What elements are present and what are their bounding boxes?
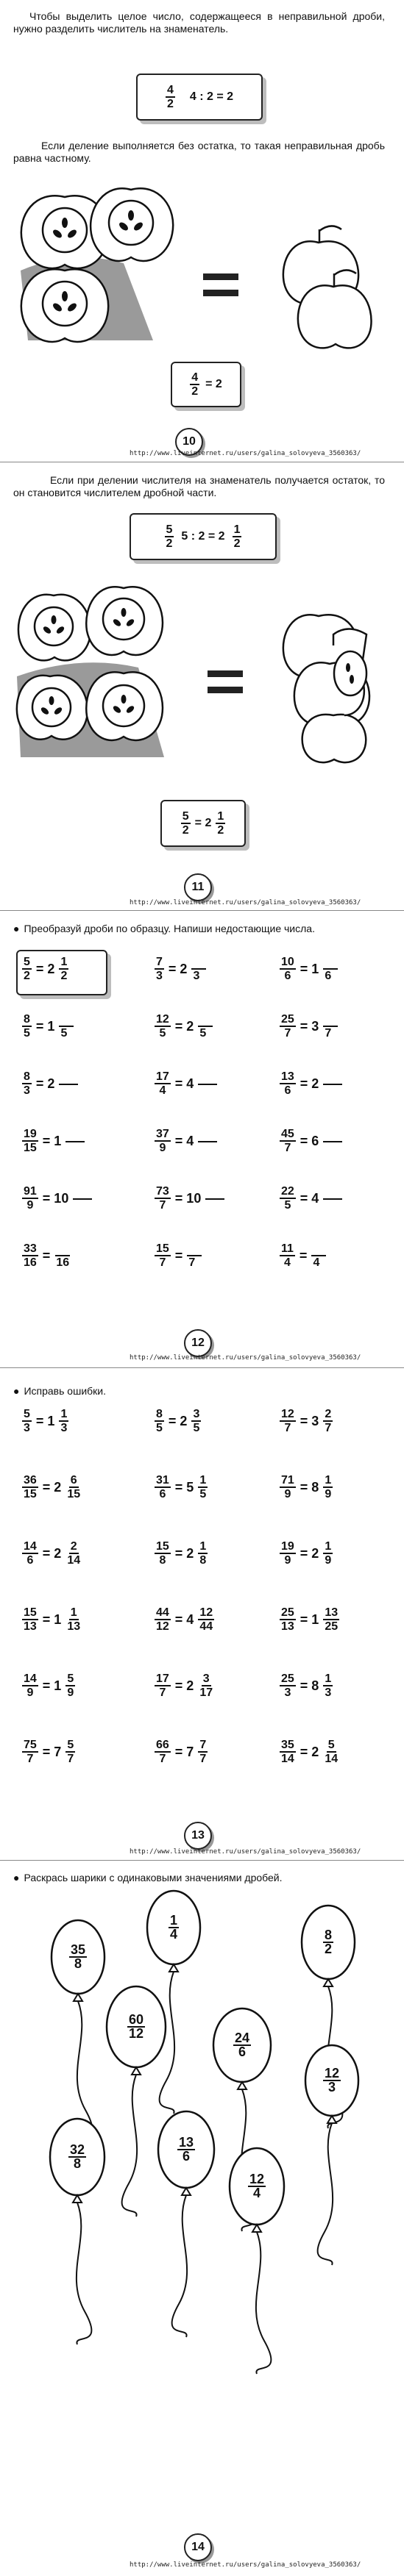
fraction: $\frac{2}{14}$ <box>67 1540 81 1567</box>
fraction-equation <box>22 1070 78 1097</box>
whole-part: = 4 <box>300 1190 319 1206</box>
blank-line <box>73 1198 92 1200</box>
whole-part: = 7 <box>42 1744 62 1759</box>
blank-line <box>65 1141 85 1142</box>
whole-part: = 4 <box>174 1076 194 1091</box>
fraction: $\frac{12}{7}$ <box>281 1408 294 1434</box>
fraction: $\frac{71}{9}$ <box>281 1474 294 1500</box>
fraction-equation <box>155 1128 217 1154</box>
fraction-equation <box>280 1070 342 1097</box>
fraction: $\frac{2}{7}$ <box>325 1408 332 1434</box>
fraction: $\frac{3}{5}$ <box>193 1408 200 1434</box>
blank-line <box>198 1141 217 1142</box>
whole-apples-half-illustration <box>278 594 381 770</box>
fraction: $\frac{1}{4}$ <box>169 1913 177 1942</box>
fraction-equation <box>280 1739 339 1765</box>
fraction: $\frac{66}{7}$ <box>156 1739 169 1765</box>
fraction: $\frac{13}{6}$ <box>281 1070 294 1097</box>
page-number-11: 11 <box>184 873 212 901</box>
fraction: $\frac{75}{7}$ <box>24 1739 37 1765</box>
whole-part: = 2 <box>300 1076 319 1091</box>
fraction: $\frac{35}{8}$ <box>70 1942 86 1971</box>
balloon-fraction <box>50 2119 104 2195</box>
whole-part: = 5 <box>174 1479 194 1495</box>
fraction: $\frac{13}{6}$ <box>178 2135 194 2164</box>
fraction: $\frac{14}{9}$ <box>24 1672 37 1699</box>
fraction: $\frac{13}{25}$ <box>325 1606 339 1633</box>
source-url: http://www.liveinternet.ru/users/galina_solovyeva_3560363/ <box>130 450 361 457</box>
intro-text-p11: Если при делении числителя на знаменатель получается остаток, то он становится числителем дробной части. <box>13 474 385 498</box>
balloon-fraction <box>147 1891 200 1964</box>
fraction: $\frac{6}{15}$ <box>67 1474 81 1500</box>
example-box-remainder: $\frac{5}{2}$ 5 : 2 = 2 $\frac{1}{2}$ <box>130 513 277 560</box>
fraction: $\frac{12}{5}$ <box>156 1013 169 1040</box>
whole-part: = 2 <box>42 1545 62 1561</box>
fraction-equation <box>280 1540 333 1567</box>
balloon-fraction <box>107 1986 166 2067</box>
whole-part: = 4 <box>174 1133 194 1148</box>
fraction: $\frac{11}{4}$ <box>281 1242 294 1269</box>
fraction-equation <box>22 1185 92 1212</box>
task-text-p14: ● Раскрась шарики с одинаковыми значениями дробей. <box>13 1872 283 1883</box>
blank-line <box>198 1084 217 1085</box>
fraction: $\frac{25}{3}$ <box>281 1672 294 1699</box>
whole-part: = 2 <box>168 961 188 976</box>
fraction: $\frac{7}{3}$ <box>156 956 163 982</box>
fraction-equation <box>22 1672 75 1699</box>
fraction: $\frac{19}{9}$ <box>281 1540 294 1567</box>
blank-line <box>323 1084 342 1085</box>
whole-part: = 1 <box>300 961 319 976</box>
blank-line <box>323 1198 342 1200</box>
division-expression: 4 : 2 = 2 <box>189 90 234 103</box>
fraction-equation <box>280 1408 333 1434</box>
balloon-fraction <box>230 2148 284 2225</box>
example-box-division <box>136 74 263 121</box>
fraction: $\frac{12}{3}$ <box>324 2066 340 2094</box>
fraction: $\frac{5}{2}$ <box>24 956 30 982</box>
fraction: $\frac{37}{9}$ <box>156 1128 169 1154</box>
blank-line <box>323 1141 342 1142</box>
fraction: $\frac{25}{7}$ <box>281 1013 294 1040</box>
balloon-fraction <box>302 1906 355 1979</box>
fraction-equation <box>280 1242 326 1269</box>
fraction: $\frac{45}{7}$ <box>281 1128 294 1154</box>
fraction-equation <box>22 1606 82 1633</box>
blank-line <box>59 1084 78 1085</box>
fraction: $\frac{1}{9}$ <box>325 1474 332 1500</box>
fraction: $\frac{8}{2}$ <box>324 1928 332 1956</box>
fraction: $\frac{7}{7}$ <box>199 1739 207 1765</box>
fraction: 7 <box>323 1013 338 1040</box>
fraction: $\frac{8}{3}$ <box>24 1070 30 1097</box>
fraction: $\frac{1}{13}$ <box>67 1606 81 1633</box>
source-url: http://www.liveinternet.ru/users/galina_solovyeva_3560363/ <box>130 899 361 906</box>
cut-apples-illustration <box>13 182 190 351</box>
fraction-equation <box>22 1242 71 1269</box>
whole-part: = 2 <box>300 1545 319 1561</box>
fraction: $\frac{36}{15}$ <box>24 1474 37 1500</box>
whole-part: = 3 <box>300 1018 319 1034</box>
fraction-equation <box>22 1128 85 1154</box>
fraction-equation <box>155 1672 214 1699</box>
whole-part: = 2 <box>35 1076 55 1091</box>
fraction-equation <box>280 956 338 982</box>
fraction-equation <box>22 1540 82 1567</box>
whole-part: = 8 <box>300 1678 319 1693</box>
whole-part: = <box>42 1248 51 1263</box>
fraction: $\frac{1}{5}$ <box>199 1474 207 1500</box>
fraction: $\frac{3}{17}$ <box>199 1672 213 1699</box>
fraction: $\frac{5}{9}$ <box>67 1672 74 1699</box>
fraction: $\frac{44}{12}$ <box>156 1606 169 1633</box>
fraction-equation <box>155 1474 208 1500</box>
note-text-p10: Если деление выполняется без остатка, то такая неправильная дробь равна частному. <box>13 140 385 164</box>
fraction: $\frac{31}{6}$ <box>156 1474 169 1500</box>
page-number-14: 14 <box>184 2533 212 2561</box>
balloon-fraction <box>52 1920 104 1994</box>
whole-part: = 1 <box>300 1611 319 1627</box>
whole-part: = 2 <box>174 1545 194 1561</box>
fraction-equation <box>280 1185 342 1212</box>
equals-sign-graphic-2 <box>208 670 243 695</box>
fraction: $\frac{5}{14}$ <box>325 1739 339 1765</box>
whole-apples-illustration <box>278 221 374 349</box>
fraction: $\frac{32}{8}$ <box>69 2142 85 2171</box>
result-box-p10: $\frac{4}{2}$ = 2 <box>171 362 241 407</box>
fraction-equation <box>155 1408 201 1434</box>
source-url: http://www.liveinternet.ru/users/galina_solovyeva_3560363/ <box>130 1354 361 1362</box>
fraction-equation <box>22 1408 68 1434</box>
fraction-equation <box>22 1739 75 1765</box>
fraction: $\frac{8}{5}$ <box>24 1013 30 1040</box>
fraction: $\frac{33}{16}$ <box>24 1242 37 1269</box>
fraction: 7 <box>187 1242 202 1269</box>
fraction-equation <box>280 1474 333 1500</box>
whole-part: = 4 <box>174 1611 194 1627</box>
fraction-equation <box>155 1242 202 1269</box>
whole-part: = <box>174 1248 183 1263</box>
fraction: $\frac{4}{2}$ <box>166 84 174 110</box>
fraction: 5 <box>59 1013 74 1040</box>
fraction-equation <box>22 956 68 982</box>
whole-part: = 1 <box>42 1611 62 1627</box>
fraction: $\frac{15}{8}$ <box>156 1540 169 1567</box>
blank-line <box>205 1198 224 1200</box>
fraction: 16 <box>54 1242 71 1269</box>
whole-part: = 10 <box>174 1190 202 1206</box>
whole-part: = 2 <box>174 1018 194 1034</box>
fraction: $\frac{19}{15}$ <box>24 1128 37 1154</box>
whole-part: = 3 <box>300 1413 319 1428</box>
whole-part: = 2 <box>174 1678 194 1693</box>
whole-part: = 2 <box>42 1479 62 1495</box>
fraction-equation <box>155 956 206 982</box>
balloon-fraction <box>158 2111 214 2188</box>
whole-part: = 1 <box>35 1413 55 1428</box>
task-text-p12: ● Преобразуй дроби по образцу. Напиши недостающие числа. <box>13 923 315 934</box>
fraction: $\frac{73}{7}$ <box>156 1185 169 1212</box>
fraction: $\frac{17}{7}$ <box>156 1672 169 1699</box>
fraction: $\frac{14}{6}$ <box>24 1540 37 1567</box>
fraction: $\frac{12}{4}$ <box>249 2172 265 2200</box>
result-box-p11: $\frac{5}{2}$ = 2 $\frac{1}{2}$ <box>160 800 246 847</box>
fraction: $\frac{15}{13}$ <box>24 1606 37 1633</box>
balloon-fraction <box>213 2008 271 2082</box>
fraction: $\frac{25}{13}$ <box>281 1606 294 1633</box>
whole-part: = 6 <box>300 1133 319 1148</box>
source-url: http://www.liveinternet.ru/users/galina_solovyeva_3560363/ <box>130 1848 361 1856</box>
fraction: $\frac{5}{3}$ <box>24 1408 30 1434</box>
fraction-equation <box>155 1739 208 1765</box>
fraction: $\frac{1}{2}$ <box>60 956 68 982</box>
fraction: $\frac{35}{14}$ <box>281 1739 294 1765</box>
whole-part: = 2 <box>300 1744 319 1759</box>
fraction: 3 <box>191 956 206 982</box>
source-url: http://www.liveinternet.ru/users/galina_solovyeva_3560363/ <box>130 2561 361 2569</box>
fraction: $\frac{15}{7}$ <box>156 1242 169 1269</box>
whole-part: = 10 <box>42 1190 69 1206</box>
fraction-equation <box>22 1013 74 1040</box>
fraction-equation <box>280 1672 333 1699</box>
fraction: $\frac{5}{7}$ <box>67 1739 74 1765</box>
whole-part: = <box>299 1248 308 1263</box>
page-number-12: 12 <box>184 1329 212 1357</box>
fraction: $\frac{91}{9}$ <box>24 1185 37 1212</box>
fraction: $\frac{22}{5}$ <box>281 1185 294 1212</box>
fraction: $\frac{1}{3}$ <box>60 1408 68 1434</box>
fraction-equation <box>155 1606 214 1633</box>
fraction-equation <box>280 1128 342 1154</box>
fraction-equation <box>280 1013 338 1040</box>
fraction: $\frac{1}{3}$ <box>325 1672 332 1699</box>
task-text-p13: ● Исправь ошибки. <box>13 1385 106 1397</box>
page-number-13: 13 <box>184 1822 212 1850</box>
fraction: $\frac{1}{8}$ <box>199 1540 207 1567</box>
fraction: 6 <box>323 956 338 982</box>
equals-sign-graphic <box>203 273 238 298</box>
whole-part: = 1 <box>35 1018 55 1034</box>
intro-text-p10: Чтобы выделить целое число, содержащееся в неправильной дроби, нужно разделить числитель на знаменатель. <box>13 10 385 35</box>
balloon-fraction <box>305 2045 358 2116</box>
fraction: $\frac{17}{4}$ <box>156 1070 169 1097</box>
fraction: $\frac{24}{6}$ <box>234 2031 250 2059</box>
fraction: 5 <box>198 1013 213 1040</box>
fraction-equation <box>155 1070 217 1097</box>
fraction-equation <box>280 1606 339 1633</box>
fraction: 4 <box>311 1242 326 1269</box>
fraction: $\frac{60}{12}$ <box>128 2012 144 2041</box>
fraction: $\frac{10}{6}$ <box>281 956 294 982</box>
fraction: $\frac{8}{5}$ <box>156 1408 163 1434</box>
whole-part: = 8 <box>300 1479 319 1495</box>
fraction-equation <box>22 1474 82 1500</box>
whole-part: = 1 <box>42 1133 62 1148</box>
whole-part: = 1 <box>42 1678 62 1693</box>
fraction-equation <box>155 1013 213 1040</box>
fraction: $\frac{1}{9}$ <box>325 1540 332 1567</box>
fraction-equation <box>155 1185 224 1212</box>
page-number-10: 10 <box>175 428 203 456</box>
cut-apples-remainder-illustration <box>13 581 197 765</box>
fraction-equation <box>155 1540 208 1567</box>
whole-part: = 2 <box>168 1413 188 1428</box>
whole-part: = 2 <box>35 961 55 976</box>
fraction: $\frac{12}{44}$ <box>199 1606 213 1633</box>
whole-part: = 7 <box>174 1744 194 1759</box>
